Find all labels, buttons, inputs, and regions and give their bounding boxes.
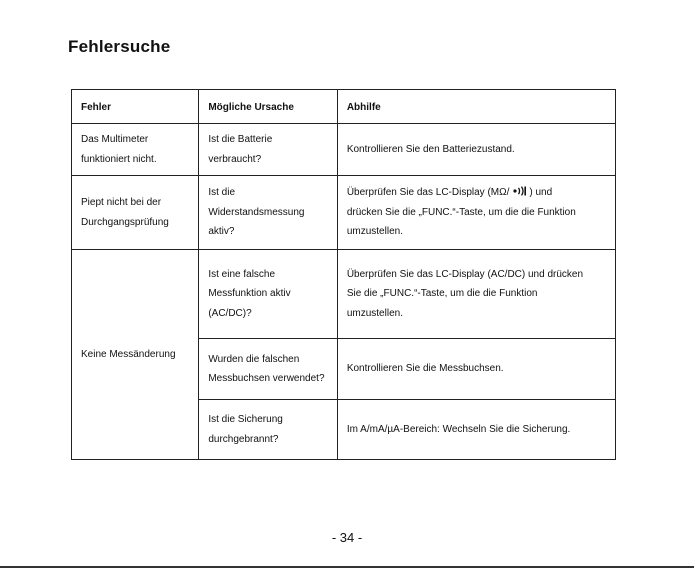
table-header-row [72,90,616,124]
table-row [72,124,616,176]
text-line: funktioniert nicht. [81,153,157,165]
text-line: Kontrollieren Sie den Batteriezustand. [346,143,515,155]
text-line: Widerstandsmessung [208,206,305,218]
continuity-sound-icon [513,184,527,194]
abhilfe-cell [337,250,615,339]
table-row [72,176,616,250]
abhilfe-cell [337,339,615,400]
ursache-cell [199,339,338,400]
text-line: Im A/mA/µA-Bereich: Wechseln Sie die Sicherung. [346,423,571,435]
abhilfe-cell [337,176,615,250]
text-line: Keine Messänderung [81,348,176,360]
text-line: durchgebrannt? [208,433,279,445]
header-fehler: Fehler [72,90,199,124]
fehler-cell [72,124,199,176]
ursache-cell [199,176,338,250]
abhilfe-cell [337,124,615,176]
text-line: Überprüfen Sie das LC-Display (AC/DC) und drücken [346,268,584,280]
table-row [72,250,616,339]
text-line: Piept nicht bei der [81,197,162,208]
text-line: Sie die „FUNC.“-Taste, um die die Funktion [346,288,538,300]
text-line: umzustellen. [346,307,403,319]
ursache-cell [199,400,338,460]
text-after-icon: ) und [529,187,553,199]
text-line: aktiv? [208,226,235,238]
text-line: Ist die Batterie [208,134,273,145]
text-line: Ist eine falsche [208,268,276,280]
text-line [347,183,606,203]
fehler-cell [72,176,199,250]
text-line: umzustellen. [346,226,403,238]
text-line: verbraucht? [208,153,262,165]
page-title: Fehlersuche [68,37,171,56]
abhilfe-cell [337,400,615,460]
header-ursache: Mögliche Ursache [199,90,338,124]
text-line: Kontrollieren Sie die Messbuchsen. [346,363,504,375]
text-line: drücken Sie die „FUNC.“-Taste, um die die Funktion [346,206,576,218]
text-line: Das Multimeter [81,134,149,145]
text-line: (AC/DC)? [208,307,252,319]
text-line: Wurden die falschen [208,353,300,365]
page-number: - 34 - [331,530,363,545]
ursache-cell [199,250,338,339]
troubleshooting-table [71,89,616,460]
text-line: Messfunktion aktiv [208,288,291,300]
text-line: Durchgangsprüfung [81,216,169,228]
header-abhilfe: Abhilfe [337,90,615,124]
text-line: Ist die [208,187,236,199]
text-before-icon: Überprüfen Sie das LC-Display (MΩ/ [346,187,510,199]
ursache-cell [199,124,338,176]
fehler-cell [72,250,199,460]
text-line: Messbuchsen verwendet? [208,373,325,384]
text-line: Ist die Sicherung [208,414,283,425]
